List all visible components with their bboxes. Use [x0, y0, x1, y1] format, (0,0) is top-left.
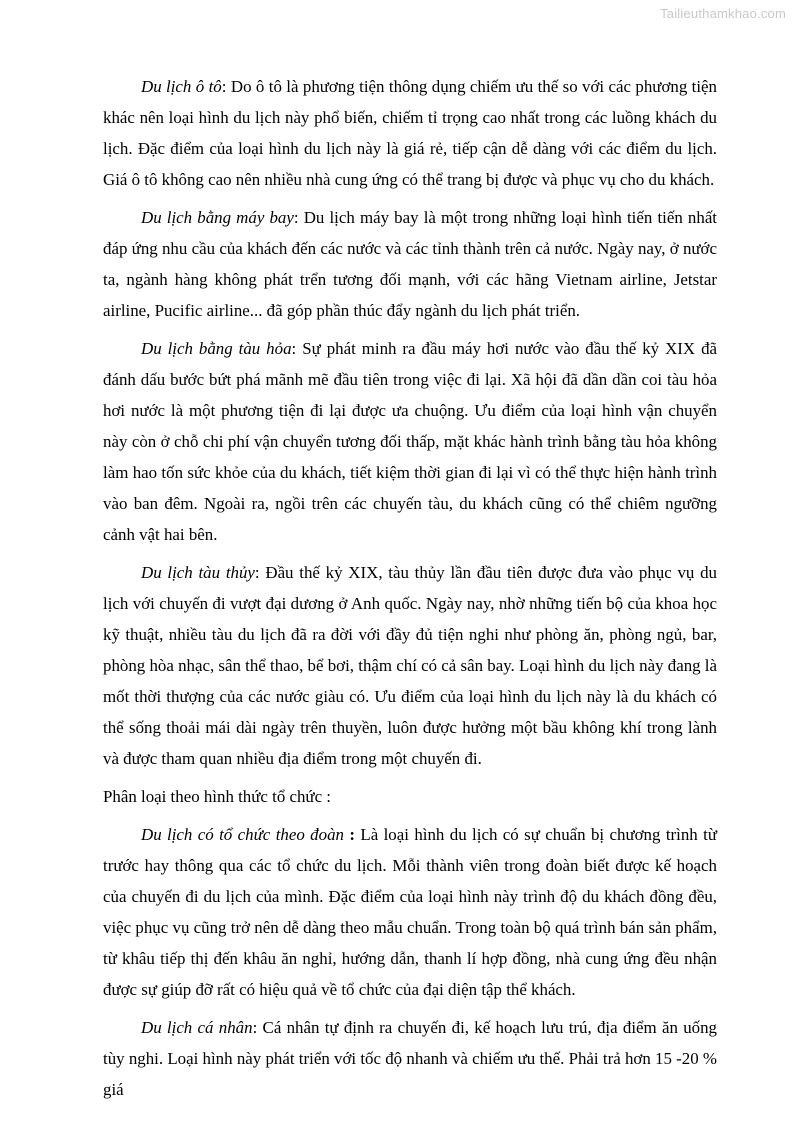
paragraph-car-travel: [103, 71, 717, 195]
term-separator: :: [343, 825, 355, 844]
term-group-travel: Du lịch có tổ chức theo đoàn: [141, 825, 344, 844]
term-ship-travel: Du lịch tàu thủy: [141, 563, 255, 582]
paragraph-air-travel: [103, 202, 717, 326]
section-heading-text: Phân loại theo hình thức tổ chức :: [103, 787, 331, 806]
paragraph-text: Là loại hình du lịch có sự chuẩn bị chương trình từ trước hay thông qua các tổ chức du lịch. Mỗi thành viên trong đoàn biết được kế hoạch của chuyến đi du lịch của mình. Đặc điểm của loại hình này trình độ du khách đồng đều, việc phục vụ cũng trở nên dễ dàng theo mẫu chuẩn. Trong toàn bộ quá trình bán sản phẩm, từ khâu tiếp thị đến khâu ăn nghỉ, hướng dẫn, thanh lí hợp đồng, nhà cung ứng đều nhận được sự giúp đỡ rất có hiệu quả về tổ chức của đại diện tập thể khách.: [103, 825, 717, 999]
term-separator: :: [291, 339, 297, 358]
term-separator: :: [254, 563, 260, 582]
paragraph-ship-travel: [103, 557, 717, 774]
paragraph-group-travel: [103, 819, 717, 1005]
term-separator: :: [293, 208, 299, 227]
paragraph-train-travel: [103, 333, 717, 550]
paragraph-text: Cá nhân tự định ra chuyến đi, kế hoạch lưu trú, địa điểm ăn uống tùy nghi. Loại hình này phát triển với tốc độ nhanh và chiếm ưu thế. Phải trả hơn 15 -20 % giá: [103, 1018, 717, 1099]
term-car-travel: Du lịch ô tô: [141, 77, 222, 96]
term-train-travel: Du lịch bằng tàu hỏa: [141, 339, 292, 358]
term-air-travel: Du lịch bằng máy bay: [141, 208, 294, 227]
paragraph-text: Sự phát minh ra đầu máy hơi nước vào đầu thế kỷ XIX đã đánh dấu bước bứt phá mãnh mẽ đầu tiên trong việc đi lại. Xã hội đã dần dần coi tàu hỏa hơi nước là một phương tiện đi lại được ưa chuộng. Ưu điểm của loại hình vận chuyển này còn ở chỗ chi phí vận chuyển tương đối thấp, mặt khác hành trình bằng tàu hỏa không làm hao tốn sức khỏe của du khách, tiết kiệm thời gian đi lại vì có thể thực hiện hành trình vào ban đêm. Ngoài ra, ngồi trên các chuyến tàu, du khách cũng có thể chiêm ngưỡng cảnh vật hai bên.: [103, 339, 718, 544]
term-separator: :: [221, 77, 227, 96]
paragraph-text: Đầu thế kỷ XIX, tàu thủy lần đầu tiên được đưa vào phục vụ du lịch với chuyến đi vượt đại dương ở Anh quốc. Ngày nay, nhờ những tiến bộ của khoa học kỹ thuật, nhiều tàu du lịch đã ra đời với đầy đủ tiện nghi như phòng ăn, phòng ngủ, bar, phòng hòa nhạc, sân thể thao, bể bơi, thậm chí có cả sân bay. Loại hình du lịch này đang là mốt thời thượng của các nước giàu có. Ưu điểm của loại hình du lịch này là du khách có thể sống thoải mái dài ngày trên thuyền, luôn được hưởng một bầu không khí trong lành và được tham quan nhiều địa điểm trong một chuyến đi.: [103, 563, 717, 768]
paragraph-text: Du lịch máy bay là một trong những loại hình tiến tiến nhất đáp ứng nhu cầu của khách đến các nước và các tỉnh thành trên cả nước. Ngày nay, ở nước ta, ngành hàng không phát trển tương đối mạnh, với các hãng Vietnam airline, Jetstar airline, Pucific airline... đã góp phần thúc đẩy ngành du lịch phát triển.: [103, 208, 718, 320]
paragraph-text: Do ô tô là phương tiện thông dụng chiếm ưu thế so với các phương tiện khác nên loại hình du lịch này phổ biến, chiếm tỉ trọng cao nhất trong các luồng khách du lịch. Đặc điểm của loại hình du lịch này là giá rẻ, tiếp cận dễ dàng với các điểm du lịch. Giá ô tô không cao nên nhiều nhà cung ứng có thể trang bị được và phục vụ cho du khách.: [103, 77, 717, 189]
watermark: Tailieuthamkhao.com: [660, 6, 786, 21]
section-heading-organization: [103, 781, 717, 812]
term-individual-travel: Du lịch cá nhân: [141, 1018, 253, 1037]
document-body: [103, 71, 717, 1105]
paragraph-individual-travel: [103, 1012, 717, 1105]
term-separator: :: [252, 1018, 258, 1037]
